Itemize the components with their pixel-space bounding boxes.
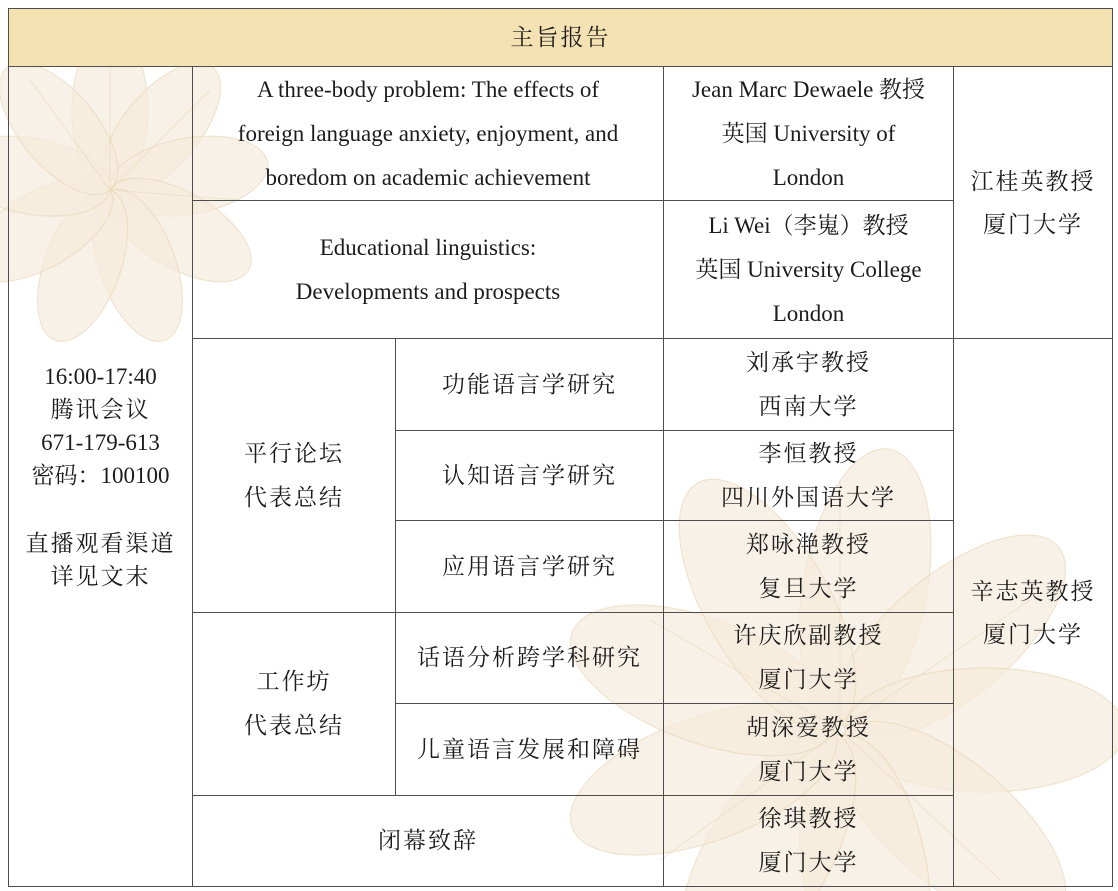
- forum-speaker: [664, 339, 954, 431]
- group-label-line: 工作坊: [256, 669, 332, 694]
- meeting-platform: 腾讯会议: [50, 397, 151, 422]
- speaker-affiliation: 复旦大学: [758, 575, 859, 601]
- spacer: [9, 492, 192, 527]
- speaker-affiliation: 厦门大学: [758, 758, 859, 784]
- workshop-topic: 话语分析跨学科研究: [396, 613, 664, 704]
- workshop-topic: 儿童语言发展和障碍: [396, 704, 664, 796]
- session-time: 16:00-17:40: [44, 364, 157, 389]
- keynote-title: [193, 67, 664, 201]
- speaker-line: London: [772, 300, 845, 326]
- speaker-name: 李恒教授: [758, 440, 859, 466]
- speaker-name: 刘承宇教授: [746, 349, 871, 375]
- keynote-title: [193, 201, 664, 339]
- speaker-line: 英国 University College: [695, 256, 922, 282]
- workshop-speaker: [664, 704, 954, 796]
- meeting-id: 671-179-613: [41, 430, 160, 455]
- livestream-note: 详见文末: [50, 564, 151, 589]
- keynote-row: [9, 67, 1113, 201]
- workshop-speaker: [664, 613, 954, 704]
- chair-affiliation: 厦门大学: [983, 211, 1084, 237]
- speaker-name: 徐琪教授: [758, 806, 859, 831]
- group-label-line: 代表总结: [244, 484, 344, 510]
- speaker-name: 胡深爱教授: [746, 714, 871, 740]
- header-row: [9, 9, 1113, 67]
- workshop-label: [193, 613, 396, 796]
- speaker-name: 郑咏滟教授: [746, 531, 871, 557]
- keynote-speaker: [664, 201, 954, 339]
- chair-name: 辛志英教授: [970, 578, 1096, 604]
- keynote-title-line: A three-body problem: The effects of: [256, 76, 600, 102]
- forum-topic: 功能语言学研究: [396, 339, 664, 431]
- forum-speaker: [664, 521, 954, 613]
- meeting-password: 密码：100100: [31, 463, 170, 488]
- speaker-line: Jean Marc Dewaele 教授: [691, 76, 926, 102]
- speaker-line: Li Wei（李嵬）教授: [708, 212, 909, 238]
- forum-topic: 认知语言学研究: [396, 431, 664, 521]
- group-label-line: 代表总结: [244, 713, 344, 738]
- speaker-affiliation: 西南大学: [758, 393, 859, 419]
- forum-speaker: [664, 431, 954, 521]
- agenda-table: [8, 8, 1113, 887]
- chair-affiliation: 厦门大学: [983, 621, 1084, 647]
- keynote-title-line: Educational linguistics:: [319, 234, 537, 260]
- parallel-forum-label: [193, 339, 396, 613]
- keynote-chair-cell: [954, 67, 1113, 339]
- chair-name: 江桂英教授: [970, 168, 1096, 194]
- livestream-label: 直播观看渠道: [25, 531, 176, 556]
- speaker-affiliation: 四川外国语大学: [721, 484, 896, 510]
- speaker-line: 英国 University of: [721, 120, 896, 146]
- keynote-title-line: Developments and prospects: [295, 278, 561, 304]
- speaker-name: 许庆欣副教授: [733, 623, 884, 648]
- section-title: 主旨报告: [9, 9, 1113, 67]
- closing-chair-cell: [954, 339, 1113, 887]
- closing-title: 闭幕致辞: [193, 796, 664, 887]
- session-info-cell: [9, 67, 193, 887]
- keynote-title-line: boredom on academic achievement: [265, 164, 591, 190]
- closing-speaker: [664, 796, 954, 887]
- keynote-speaker: [664, 67, 954, 201]
- speaker-affiliation: 厦门大学: [758, 850, 859, 875]
- speaker-affiliation: 厦门大学: [758, 667, 859, 692]
- speaker-line: London: [772, 164, 845, 190]
- keynote-title-line: foreign language anxiety, enjoyment, and: [237, 120, 619, 146]
- forum-topic: 应用语言学研究: [396, 521, 664, 613]
- group-label-line: 平行论坛: [244, 440, 344, 466]
